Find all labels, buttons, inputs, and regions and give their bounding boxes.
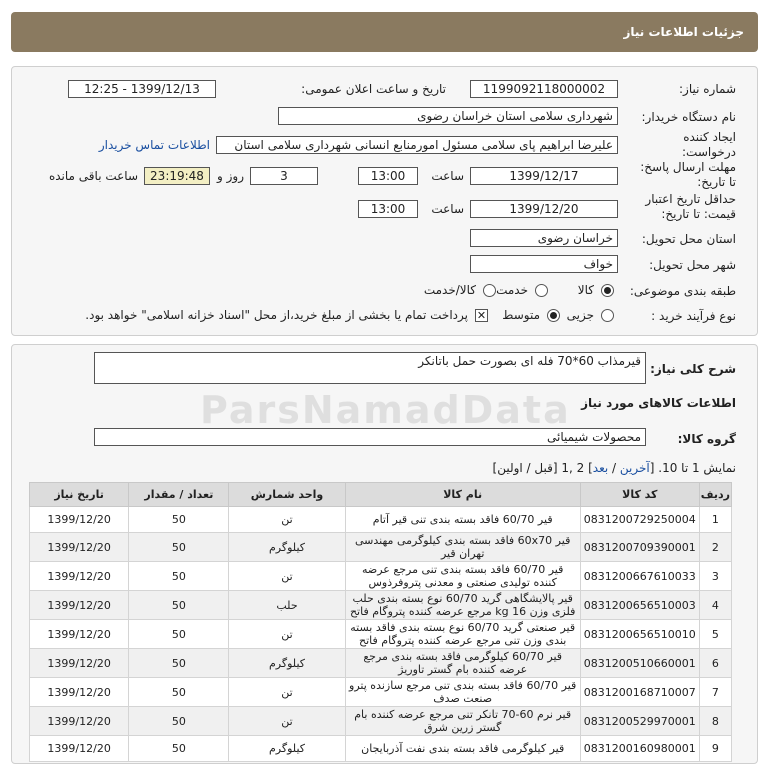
table-row — [30, 533, 732, 562]
table-row — [30, 620, 732, 649]
goods-info-title: اطلاعات کالاهای مورد نیاز — [581, 396, 736, 410]
remaining-label: ساعت باقی مانده — [48, 169, 138, 183]
pagination-pages: ] 2 ,1 [قبل / اولین] — [492, 461, 593, 475]
cell-row-number: 8 — [699, 707, 731, 736]
category-radio-service[interactable] — [535, 284, 548, 297]
process-radio-medium[interactable] — [547, 309, 560, 322]
cell-quantity: 50 — [129, 507, 229, 533]
buyer-label: نام دستگاه خریدار: — [641, 110, 736, 124]
cell-goods-code: 0831200529970001 — [580, 707, 699, 736]
days-label: روز و — [217, 169, 244, 183]
deadline-date-field: 1399/12/17 — [470, 167, 618, 185]
table-row — [30, 678, 732, 707]
goods-group-field: محصولات شیمیائی — [94, 428, 646, 446]
cell-need-date: 1399/12/20 — [30, 707, 129, 736]
category-label: طبقه بندی موضوعی: — [629, 284, 736, 298]
cell-quantity: 50 — [129, 678, 229, 707]
cell-goods-name: قیر صنعتی گرید 60/70 نوع بسته بندی فاقد بسته بندی وزن تنی مرجع عرضه کننده پتروگام فاتح — [345, 620, 580, 649]
cell-quantity: 50 — [129, 649, 229, 678]
cell-goods-name: قیر 60/70 فاقد بسته بندی تنی مرجع عرضه کننده تولیدی صنعتی و معدنی پتروفرذوس — [345, 562, 580, 591]
announce-label: تاریخ و ساعت اعلان عمومی: — [301, 82, 446, 96]
page-title: جزئیات اطلاعات نیاز — [623, 25, 744, 39]
col-name-header: نام کالا — [345, 483, 580, 507]
process-option-medium: متوسط — [502, 308, 540, 322]
cell-goods-name: قیر پالایشگاهی گرید 60/70 نوع بسته بندی حلب فلزی وزن 16 kg مرجع عرضه کننده پتروگام فاتح — [345, 591, 580, 620]
goods-group-label: گروه کالا: — [677, 432, 736, 446]
need-number-label: شماره نیاز: — [679, 82, 736, 96]
cell-need-date: 1399/12/20 — [30, 736, 129, 762]
table-row — [30, 562, 732, 591]
table-row — [30, 649, 732, 678]
cell-row-number: 6 — [699, 649, 731, 678]
cell-quantity: 50 — [129, 591, 229, 620]
creator-label: ایجاد کننده درخواست: — [682, 130, 736, 159]
cell-unit: تن — [229, 678, 345, 707]
contact-buyer-link[interactable]: اطلاعات تماس خریدار — [98, 138, 210, 152]
cell-unit: تن — [229, 562, 345, 591]
deadline-time-field: 13:00 — [358, 167, 418, 185]
cell-goods-code: 0831200160980001 — [580, 736, 699, 762]
creator-field: علیرضا ابراهیم پای سلامی مسئول امورمنابع انسانی شهرداری سلامی استان — [216, 136, 618, 154]
cell-need-date: 1399/12/20 — [30, 649, 129, 678]
category-option-goods: کالا — [577, 283, 594, 297]
cell-row-number: 5 — [699, 620, 731, 649]
deadline-label: مهلت ارسال پاسخ: تا تاریخ: — [640, 160, 736, 189]
table-row — [30, 507, 732, 533]
cell-goods-code: 0831200729250004 — [580, 507, 699, 533]
pagination-prefix: نمایش 1 تا 10. [ — [649, 461, 736, 475]
cell-need-date: 1399/12/20 — [30, 507, 129, 533]
category-option-service: خدمت — [496, 283, 528, 297]
remaining-time-field: 23:19:48 — [144, 167, 210, 185]
col-row-header: ردیف — [699, 483, 731, 507]
table-row — [30, 707, 732, 736]
city-field: خواف — [470, 255, 618, 273]
pagination-last-link[interactable]: آخرین — [619, 461, 650, 475]
cell-row-number: 1 — [699, 507, 731, 533]
cell-goods-code: 0831200168710007 — [580, 678, 699, 707]
cell-unit: تن — [229, 507, 345, 533]
cell-goods-name: قیر کیلوگرمی فاقد بسته بندی نفت آذربایجان — [345, 736, 580, 762]
cell-unit: تن — [229, 620, 345, 649]
province-label: استان محل تحویل: — [641, 232, 736, 246]
col-unit-header: واحد شمارش — [229, 483, 345, 507]
table-row — [30, 591, 732, 620]
cell-unit: کیلوگرم — [229, 533, 345, 562]
cell-need-date: 1399/12/20 — [30, 562, 129, 591]
cell-quantity: 50 — [129, 707, 229, 736]
col-qty-header: تعداد / مقدار — [129, 483, 229, 507]
cell-goods-code: 0831200667610033 — [580, 562, 699, 591]
cell-unit: حلب — [229, 591, 345, 620]
days-field: 3 — [250, 167, 318, 185]
cell-quantity: 50 — [129, 736, 229, 762]
province-field: خراسان رضوی — [470, 229, 618, 247]
validity-time-field: 13:00 — [358, 200, 418, 218]
cell-goods-code: 0831200656510003 — [580, 591, 699, 620]
cell-unit: کیلوگرم — [229, 736, 345, 762]
cell-row-number: 9 — [699, 736, 731, 762]
cell-goods-name: قیر 60/70 کیلوگرمی فاقد بسته بندی مرجع عرضه کننده بام گستر تاوریژ — [345, 649, 580, 678]
cell-quantity: 50 — [129, 533, 229, 562]
category-option-goods-service: کالا/خدمت — [423, 283, 476, 297]
cell-goods-name: قیر نرم 60-70 تانکر تنی مرجع عرضه کننده بام گستر زرین شرق — [345, 707, 580, 736]
city-label: شهر محل تحویل: — [649, 258, 736, 272]
treasury-checkbox[interactable]: ✕ — [476, 309, 487, 322]
cell-row-number: 4 — [699, 591, 731, 620]
cell-row-number: 2 — [699, 533, 731, 562]
buyer-field: شهرداری سلامی استان خراسان رضوی — [278, 107, 618, 125]
table-row — [30, 736, 732, 762]
cell-goods-code: 0831200656510010 — [580, 620, 699, 649]
cell-unit: کیلوگرم — [229, 649, 345, 678]
page-header — [11, 12, 758, 52]
cell-row-number: 7 — [699, 678, 731, 707]
cell-need-date: 1399/12/20 — [30, 533, 129, 562]
process-option-minor: جزیی — [566, 308, 594, 322]
category-radio-goods[interactable] — [601, 284, 614, 297]
col-date-header: تاریخ نیاز — [30, 483, 129, 507]
validity-label: حداقل تاریخ اعتبار قیمت: تا تاریخ: — [645, 192, 736, 221]
cell-need-date: 1399/12/20 — [30, 678, 129, 707]
pagination-separator: / — [608, 461, 620, 475]
need-number-field: 1199092118000002 — [470, 80, 618, 98]
table-header-row — [30, 483, 732, 507]
cell-goods-name: قیر 60x70 فاقد بسته بندی کیلوگرمی مهندسی تهران قیر — [345, 533, 580, 562]
goods-table — [29, 482, 732, 762]
cell-goods-name: قیر 60/70 فاقد بسته بندی تنی مرجع سازنده پترو صنعت صدف — [345, 678, 580, 707]
validity-date-field: 1399/12/20 — [470, 200, 618, 218]
cell-need-date: 1399/12/20 — [30, 591, 129, 620]
category-radio-goods-service[interactable] — [483, 284, 496, 297]
cell-quantity: 50 — [129, 620, 229, 649]
cell-row-number: 3 — [699, 562, 731, 591]
pagination — [493, 461, 736, 475]
cell-unit: تن — [229, 707, 345, 736]
process-radio-minor[interactable] — [601, 309, 614, 322]
cell-need-date: 1399/12/20 — [30, 620, 129, 649]
cell-goods-code: 0831200510660001 — [580, 649, 699, 678]
pagination-next-link[interactable]: بعد — [592, 461, 609, 475]
cell-goods-code: 0831200709390001 — [580, 533, 699, 562]
process-label: نوع فرآیند خرید : — [651, 309, 736, 323]
treasury-note: پرداخت تمام یا بخشی از مبلغ خرید،از محل "اسناد خزانه اسلامی" خواهد بود. — [85, 308, 468, 322]
col-code-header: کد کالا — [580, 483, 699, 507]
announce-field: 1399/12/13 - 12:25 — [68, 80, 216, 98]
description-label: شرح کلی نیاز: — [650, 362, 736, 376]
description-field: قیرمذاب 60*70 فله ای بصورت حمل باتانکر — [94, 352, 646, 384]
cell-quantity: 50 — [129, 562, 229, 591]
deadline-time-label: ساعت — [431, 169, 464, 183]
cell-goods-name: قیر 60/70 فاقد بسته بندی تنی قیر آتام — [345, 507, 580, 533]
validity-time-label: ساعت — [431, 202, 464, 216]
